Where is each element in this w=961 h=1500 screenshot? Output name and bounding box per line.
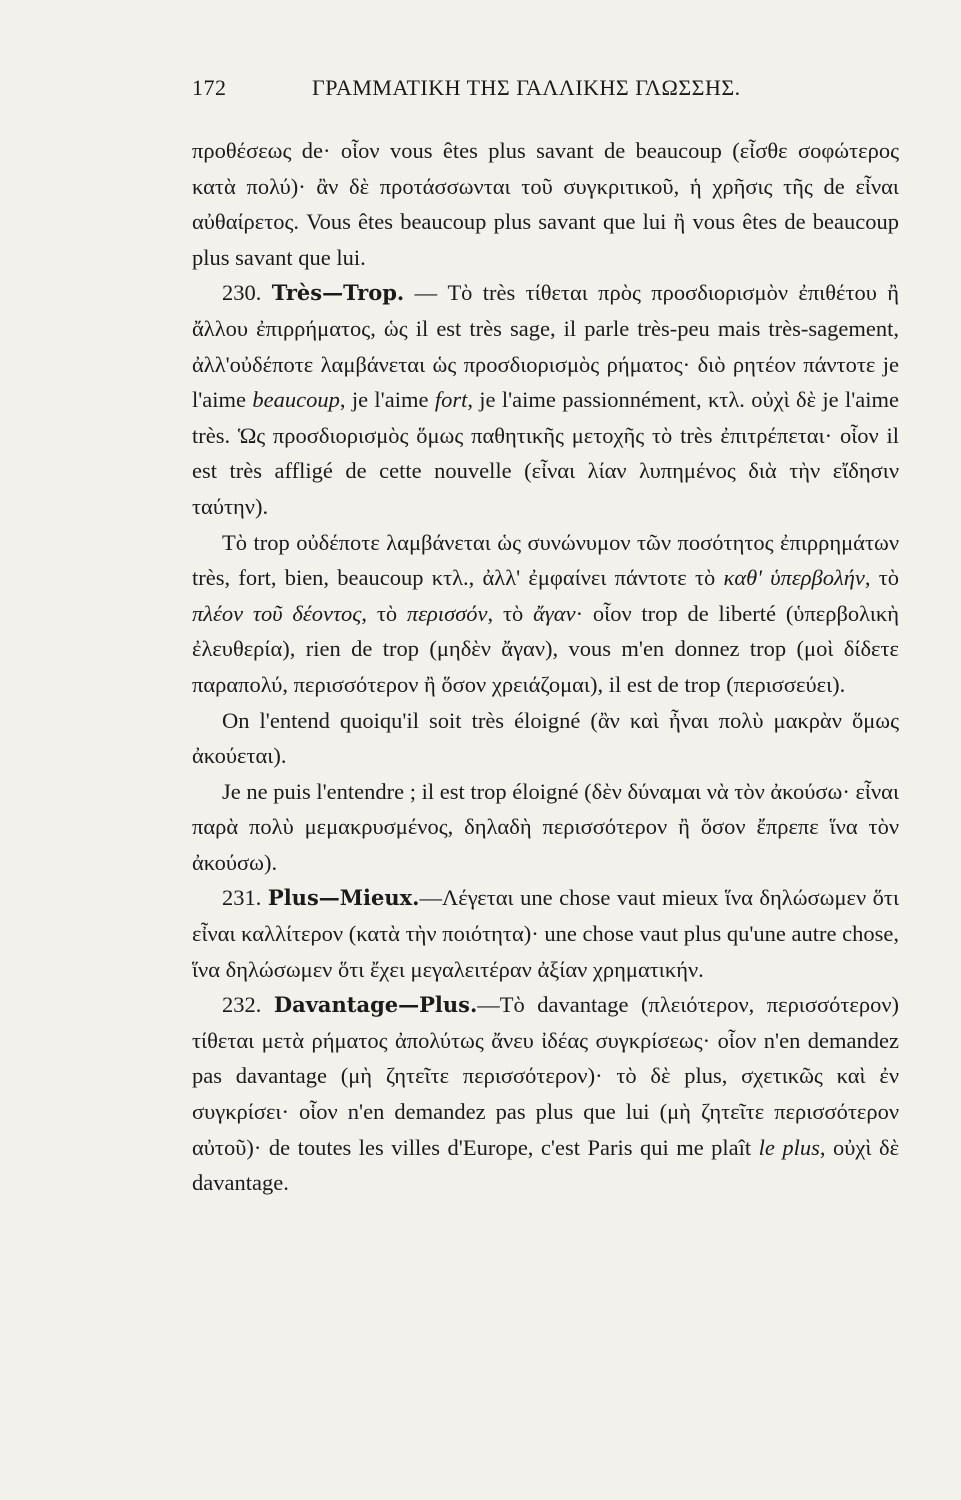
paragraph-text: , οὐχὶ δὲ davantage. xyxy=(192,1134,900,1196)
paragraph-text: , je l'aime xyxy=(339,387,435,413)
italic-term: ἄγαν xyxy=(533,600,576,626)
paragraph-text: On l'entend quoiqu'il soit très éloigné (ἂν καὶ ἦναι πολὺ μακρὰν ὅμως ἀκούεται). xyxy=(192,707,899,769)
section-number: 230. xyxy=(222,280,262,306)
paragraph-text: , τὸ xyxy=(361,600,407,626)
paragraph-example-2 xyxy=(192,774,899,881)
paragraph-text: , je l'aime passionnément, κτλ. οὐχὶ δὲ je l'aime très. Ὡς προσδιορισμὸς ὅμως παθητικῆς μετοχῆς τὸ très ἐπιτρέπεται· οἷον il est très affligé de cette nouvelle (εἶναι λίαν λυπημένος διὰ τὴν εἴδησιν ταύτην). xyxy=(192,387,899,519)
paragraph-text: Je ne puis l'entendre ; il est trop éloigné (δὲν δύναμαι νὰ τὸν ἀκούσω· εἶναι παρὰ πολὺ μεμακρυσμένος, δηλαδὴ περισσότερον ἢ ὅσον ἔπρεπε ἵνα τὸν ἀκούσω). xyxy=(192,778,899,875)
page-header xyxy=(192,75,899,119)
paragraph-text: προθέσεως de· οἷον vous êtes plus savant de beaucoup (εἶσθε σοφώτερος κατὰ πολύ)· ἂν δὲ προτάσσωνται τοῦ συγκριτικοῦ, ἡ χρῆσις τῆς de εἶναι αὐθαίρετος. Vous êtes beaucoup plus savant que lui ἢ vous êtes de beaucoup plus savant que lui. xyxy=(192,138,899,270)
italic-term: περισσόν xyxy=(406,600,488,626)
section-heading: Très—Trop. xyxy=(271,280,405,306)
paragraph-trop xyxy=(192,525,899,703)
paragraph-text: —Λέγεται une chose vaut mieux ἵνα δηλώσωμεν ὅτι εἶναι καλλίτερον (κατὰ τὴν ποιότητα)· une chose vaut plus qu'une autre chose, ἵνα δηλώσωμεν ὅτι ἔχει μεγαλειτέραν ἀξίαν χρηματικήν. xyxy=(192,885,900,982)
paragraph-continuation xyxy=(192,133,899,275)
section-number: 232. xyxy=(222,992,262,1018)
paragraph-text: · οἷον trop de liberté (ὑπερβολικὴ ἐλευθερία), rien de trop (μηδὲν ἄγαν), vous m'en donnez trop (μοὶ δίδετε παραπολύ, περισσότερον ἢ ὅσον χρειάζομαι), il est de trop (περισσεύει). xyxy=(192,600,899,697)
paragraph-text: —Τὸ davantage (πλειότερον, περισσότερον) τίθεται μετὰ ρήματος ἀπολύτως ἄνευ ἰδέας συγκρίσεως· οἷον n'en demandez pas davantage (μὴ ζητεῖτε περισσότερον)· τὸ δὲ plus, σχετικῶς καὶ ἐν συγκρίσει· οἷον n'en demandez pas plus que lui (μὴ ζητεῖτε περισσότερον αὐτοῦ)· de toutes les villes d'Europe, c'est Paris qui me plaît xyxy=(192,992,899,1160)
paragraph-text: , τὸ xyxy=(864,565,899,591)
section-231 xyxy=(192,880,899,987)
page-body xyxy=(192,133,899,1201)
paragraph-text: Τὸ trop οὐδέποτε λαμβάνεται ὡς συνώνυμον τῶν ποσότητος ἐπιρρημάτων très, fort, bien, beaucoup κτλ., ἀλλ' ἐμφαίνει πάντοτε τὸ xyxy=(192,529,899,591)
section-heading: Plus—Mieux. xyxy=(267,885,420,911)
italic-term: le plus xyxy=(758,1134,820,1160)
italic-term: πλέον τοῦ δέοντος xyxy=(192,600,362,626)
italic-term: καθ' ὑπερβολήν xyxy=(723,565,865,591)
running-title: ΓΡΑΜΜΑΤΙΚΗ ΤΗΣ ΓΑΛΛΙΚΗΣ ΓΛΩΣΣΗΣ. xyxy=(312,75,741,100)
section-number: 231. xyxy=(222,885,262,911)
paragraph-text: — Τὸ très τίθεται πρὸς προσδιορισμὸν ἐπιθέτου ἢ ἄλλου ἐπιρρήματος, ὡς il est très sage, il parle très-peu mais très-sagement, ἀλλ'οὐδέποτε λαμβάνεται ὡς προσδιορισμὸς ρήματος· διὸ ρητέον πάντοτε je l'aime xyxy=(192,280,900,413)
italic-term: beaucoup xyxy=(252,387,340,413)
italic-term: fort xyxy=(434,387,468,413)
paragraph-text: , τὸ xyxy=(487,600,534,626)
page-number: 172 xyxy=(192,75,227,100)
section-heading: Davantage—Plus. xyxy=(273,992,478,1018)
paragraph-example-1 xyxy=(192,703,899,774)
section-232 xyxy=(192,987,899,1201)
section-230 xyxy=(192,275,899,524)
